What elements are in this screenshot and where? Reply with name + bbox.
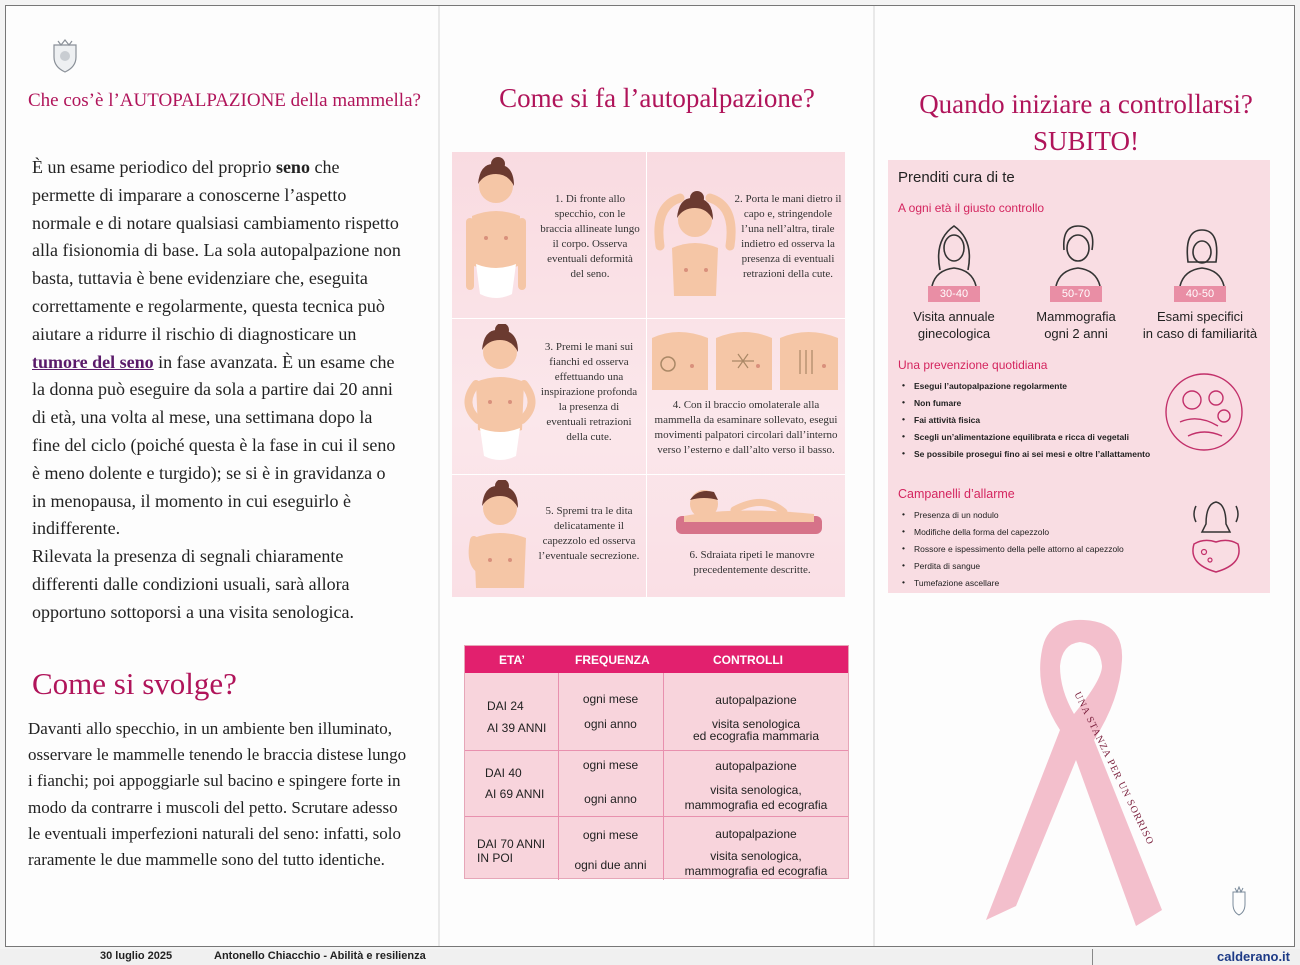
table-header-frequenza: FREQUENZA xyxy=(575,653,650,667)
table-header xyxy=(465,646,848,673)
tumore-link[interactable]: tumore del seno xyxy=(32,351,154,372)
list-item: • Scegli un’alimentazione equilibrata e ricca di vegetali xyxy=(900,432,1150,449)
woman-short-hair-icon xyxy=(1050,220,1106,286)
column-steps xyxy=(440,6,874,946)
step-5-text: 5. Spremi tra le dita delicatamente il capezzolo ed osserva l’eventuale secrezione. xyxy=(538,505,640,562)
step-2-text: 2. Porta le mani dietro il capo e, stringendole l’una nell’altra, tirale indietro ed osserva la presenza di eventuali retrazioni della cute. xyxy=(734,193,842,280)
list-item: • Presenza di un nodulo xyxy=(900,510,1124,527)
table-cell: AI 39 ANNI xyxy=(487,721,547,735)
age-label-line: in caso di familiarità xyxy=(1142,326,1258,341)
table-cell: autopalpazione xyxy=(715,827,797,841)
alarms-list xyxy=(900,510,1124,595)
list-item: • Modifiche della forma del capezzolo xyxy=(900,527,1124,544)
heading-when-line2: SUBITO! xyxy=(1032,126,1139,156)
steps-panel xyxy=(452,152,845,597)
heading-when xyxy=(876,86,1295,160)
age-badge: 50-70 xyxy=(1050,286,1102,302)
site-link[interactable]: calderano.it xyxy=(1217,949,1290,964)
age-badge: 30-40 xyxy=(928,286,980,302)
heading-what: Che cos’è l’AUTOPALPAZIONE della mammella? xyxy=(28,90,421,111)
divider xyxy=(465,750,848,751)
table-header-controlli: CONTROLLI xyxy=(713,653,783,667)
woman-arms-down-figure xyxy=(458,156,538,314)
column-what xyxy=(6,6,436,946)
table-cell: autopalpazione xyxy=(715,759,797,773)
list-item: • Rossore e ispessimento della pelle attorno al capezzolo xyxy=(900,544,1124,561)
divider xyxy=(1092,949,1093,965)
table-cell: ogni mese xyxy=(582,828,639,842)
divider xyxy=(452,318,845,319)
step-3-text: 3. Premi le mani sui fianchi ed osserva effettuando una inspirazione profonda la presenza di eventuali retrazioni della cute. xyxy=(540,341,638,443)
intro-bold: seno xyxy=(275,157,310,177)
intro-text: in fase avanzata. È un esame che la donna può eseguire da sola a partire dai 20 anni di età, una volta al mese, una settimana dopo la fine del ciclo (poiché questa è la fase in cui il seno è meno dolente e turgido); se si è in gravidanza o in menopausa, il momento in cui eseguirlo è indifferente. xyxy=(32,351,396,539)
table-cell: mammografia ed ecografia xyxy=(684,798,828,812)
table-cell: ogni anno xyxy=(584,717,637,731)
alarm-bell-icon xyxy=(1184,494,1248,574)
table-cell: ogni mese xyxy=(582,758,639,772)
care-title: Prenditi cura di te xyxy=(898,169,1015,186)
table-cell: visita senologica, xyxy=(710,783,802,797)
woman-squeeze-figure xyxy=(458,480,542,590)
age-label-line: Visita annuale xyxy=(913,309,995,324)
heading-steps: Come si fa l’autopalpazione? xyxy=(499,83,815,113)
divider xyxy=(465,816,848,817)
table-cell: visita senologica xyxy=(711,717,801,731)
table-header-eta: ETA’ xyxy=(499,653,525,667)
intro-text: È un esame periodico del proprio xyxy=(32,157,276,177)
table-cell: ed ecografia mammaria xyxy=(692,729,820,743)
crest-small-icon xyxy=(1231,886,1247,916)
table-cell: visita senologica, xyxy=(710,849,802,863)
footer-date: 30 luglio 2025 xyxy=(100,950,173,962)
age-label xyxy=(894,308,1014,342)
care-subtitle-ages: A ogni età il giusto controllo xyxy=(898,201,1045,215)
care-panel xyxy=(888,160,1270,593)
vegetables-circle-icon xyxy=(1158,370,1250,454)
table-cell: ogni anno xyxy=(584,792,637,806)
table-cell: mammografia ed ecografia xyxy=(684,864,828,878)
list-item: • Se possibile prosegui fino ai sei mesi e oltre l’allattamento xyxy=(900,449,1150,466)
care-subtitle-prevention: Una prevenzione quotidiana xyxy=(898,358,1048,372)
intro-paragraph xyxy=(32,154,402,627)
age-label xyxy=(1016,308,1136,342)
table-cell: ogni due anni xyxy=(574,858,647,872)
list-item: • Fai attività fisica xyxy=(900,415,1150,432)
footer-bar xyxy=(0,949,1300,965)
crest-icon xyxy=(50,39,80,73)
table-cell: IN POI xyxy=(477,851,514,865)
divider xyxy=(452,474,845,475)
step-6-text: 6. Sdraiata ripeti le manovre precedentemente descritte. xyxy=(689,549,815,576)
age-label xyxy=(1132,308,1268,342)
divider xyxy=(646,152,647,597)
age-badge: 40-50 xyxy=(1174,286,1226,302)
palpation-torsos-figure xyxy=(648,324,844,392)
age-label-line: Mammografia xyxy=(1036,309,1116,324)
age-label-line: ogni 2 anni xyxy=(1044,326,1108,341)
list-item: • Tumefazione ascellare xyxy=(900,578,1124,595)
step-1-text: 1. Di fronte allo specchio, con le braccia allineate lungo il corpo. Osserva eventuali deformità del seno. xyxy=(540,193,640,280)
age-frequency-table xyxy=(464,645,849,879)
woman-lying-figure xyxy=(674,486,824,542)
footer-author: Antonello Chiacchio - Abilità e resilienza xyxy=(214,950,426,962)
ribbon-text: UNA STANZA PER UN SORRISO xyxy=(1071,690,1156,848)
list-item: • Perdita di sangue xyxy=(900,561,1124,578)
table-cell: DAI 70 ANNI xyxy=(477,837,546,851)
woman-long-hair-icon xyxy=(926,220,982,286)
heading-when-line1: Quando iniziare a controllarsi? xyxy=(919,89,1253,119)
table-cell: DAI 40 xyxy=(485,766,522,780)
list-item: • Non fumare xyxy=(900,398,1150,415)
list-item: • Esegui l’autopalpazione regolarmente xyxy=(900,381,1150,398)
table-cell: AI 69 ANNI xyxy=(485,787,545,801)
table-cell: ogni mese xyxy=(582,692,639,706)
woman-bob-hair-icon xyxy=(1174,222,1230,286)
heading-how: Come si svolge? xyxy=(32,666,237,701)
prevention-list xyxy=(900,381,1150,466)
column-when xyxy=(876,6,1295,946)
age-label-line: Esami specifici xyxy=(1157,309,1243,324)
senologica-paragraph: Rilevata la presenza di segnali chiaramente differenti dalle condizioni usuali, sarà allora opportuno sottoporsi a una visita senologica. xyxy=(32,546,354,622)
woman-hands-on-hips-figure xyxy=(458,324,542,464)
intro-text: che permette di imparare a conoscerne l’aspetto normale e di notare qualsiasi cambiamento rispetto alla fisionomia di base. La sola autopalpazione non basta, tuttavia è bene evidenziare che, eseguita correttamente e regolarmente, questa tecnica può aiutare a ridurre il rischio di diagnosticare un xyxy=(32,157,401,344)
table-cell: DAI 24 xyxy=(487,699,524,713)
woman-hands-behind-head-figure xyxy=(650,186,740,298)
how-paragraph: Davanti allo specchio, in un ambiente ben illuminato, osservare le mammelle tenendo le braccia distese lungo i fianchi; poi appoggiarle sul bacino e spingere forte in modo da contrarre i muscoli del petto. Scrutare adesso le eventuali imperfezioni naturali del seno: infatti, solo raramente le due mammelle sono del tutto identiche. xyxy=(28,719,407,870)
pink-ribbon-icon xyxy=(976,610,1176,930)
care-subtitle-alarms: Campanelli d’allarme xyxy=(898,487,1015,501)
age-label-line: ginecologica xyxy=(917,326,991,341)
step-4-text: 4. Con il braccio omolaterale alla mammella da esaminare sollevato, esegui movimenti palpatori circolari dall’interno verso l’esterno e dall’alto verso il basso. xyxy=(654,399,838,456)
brochure-page xyxy=(5,5,1295,947)
table-cell: autopalpazione xyxy=(715,693,797,707)
